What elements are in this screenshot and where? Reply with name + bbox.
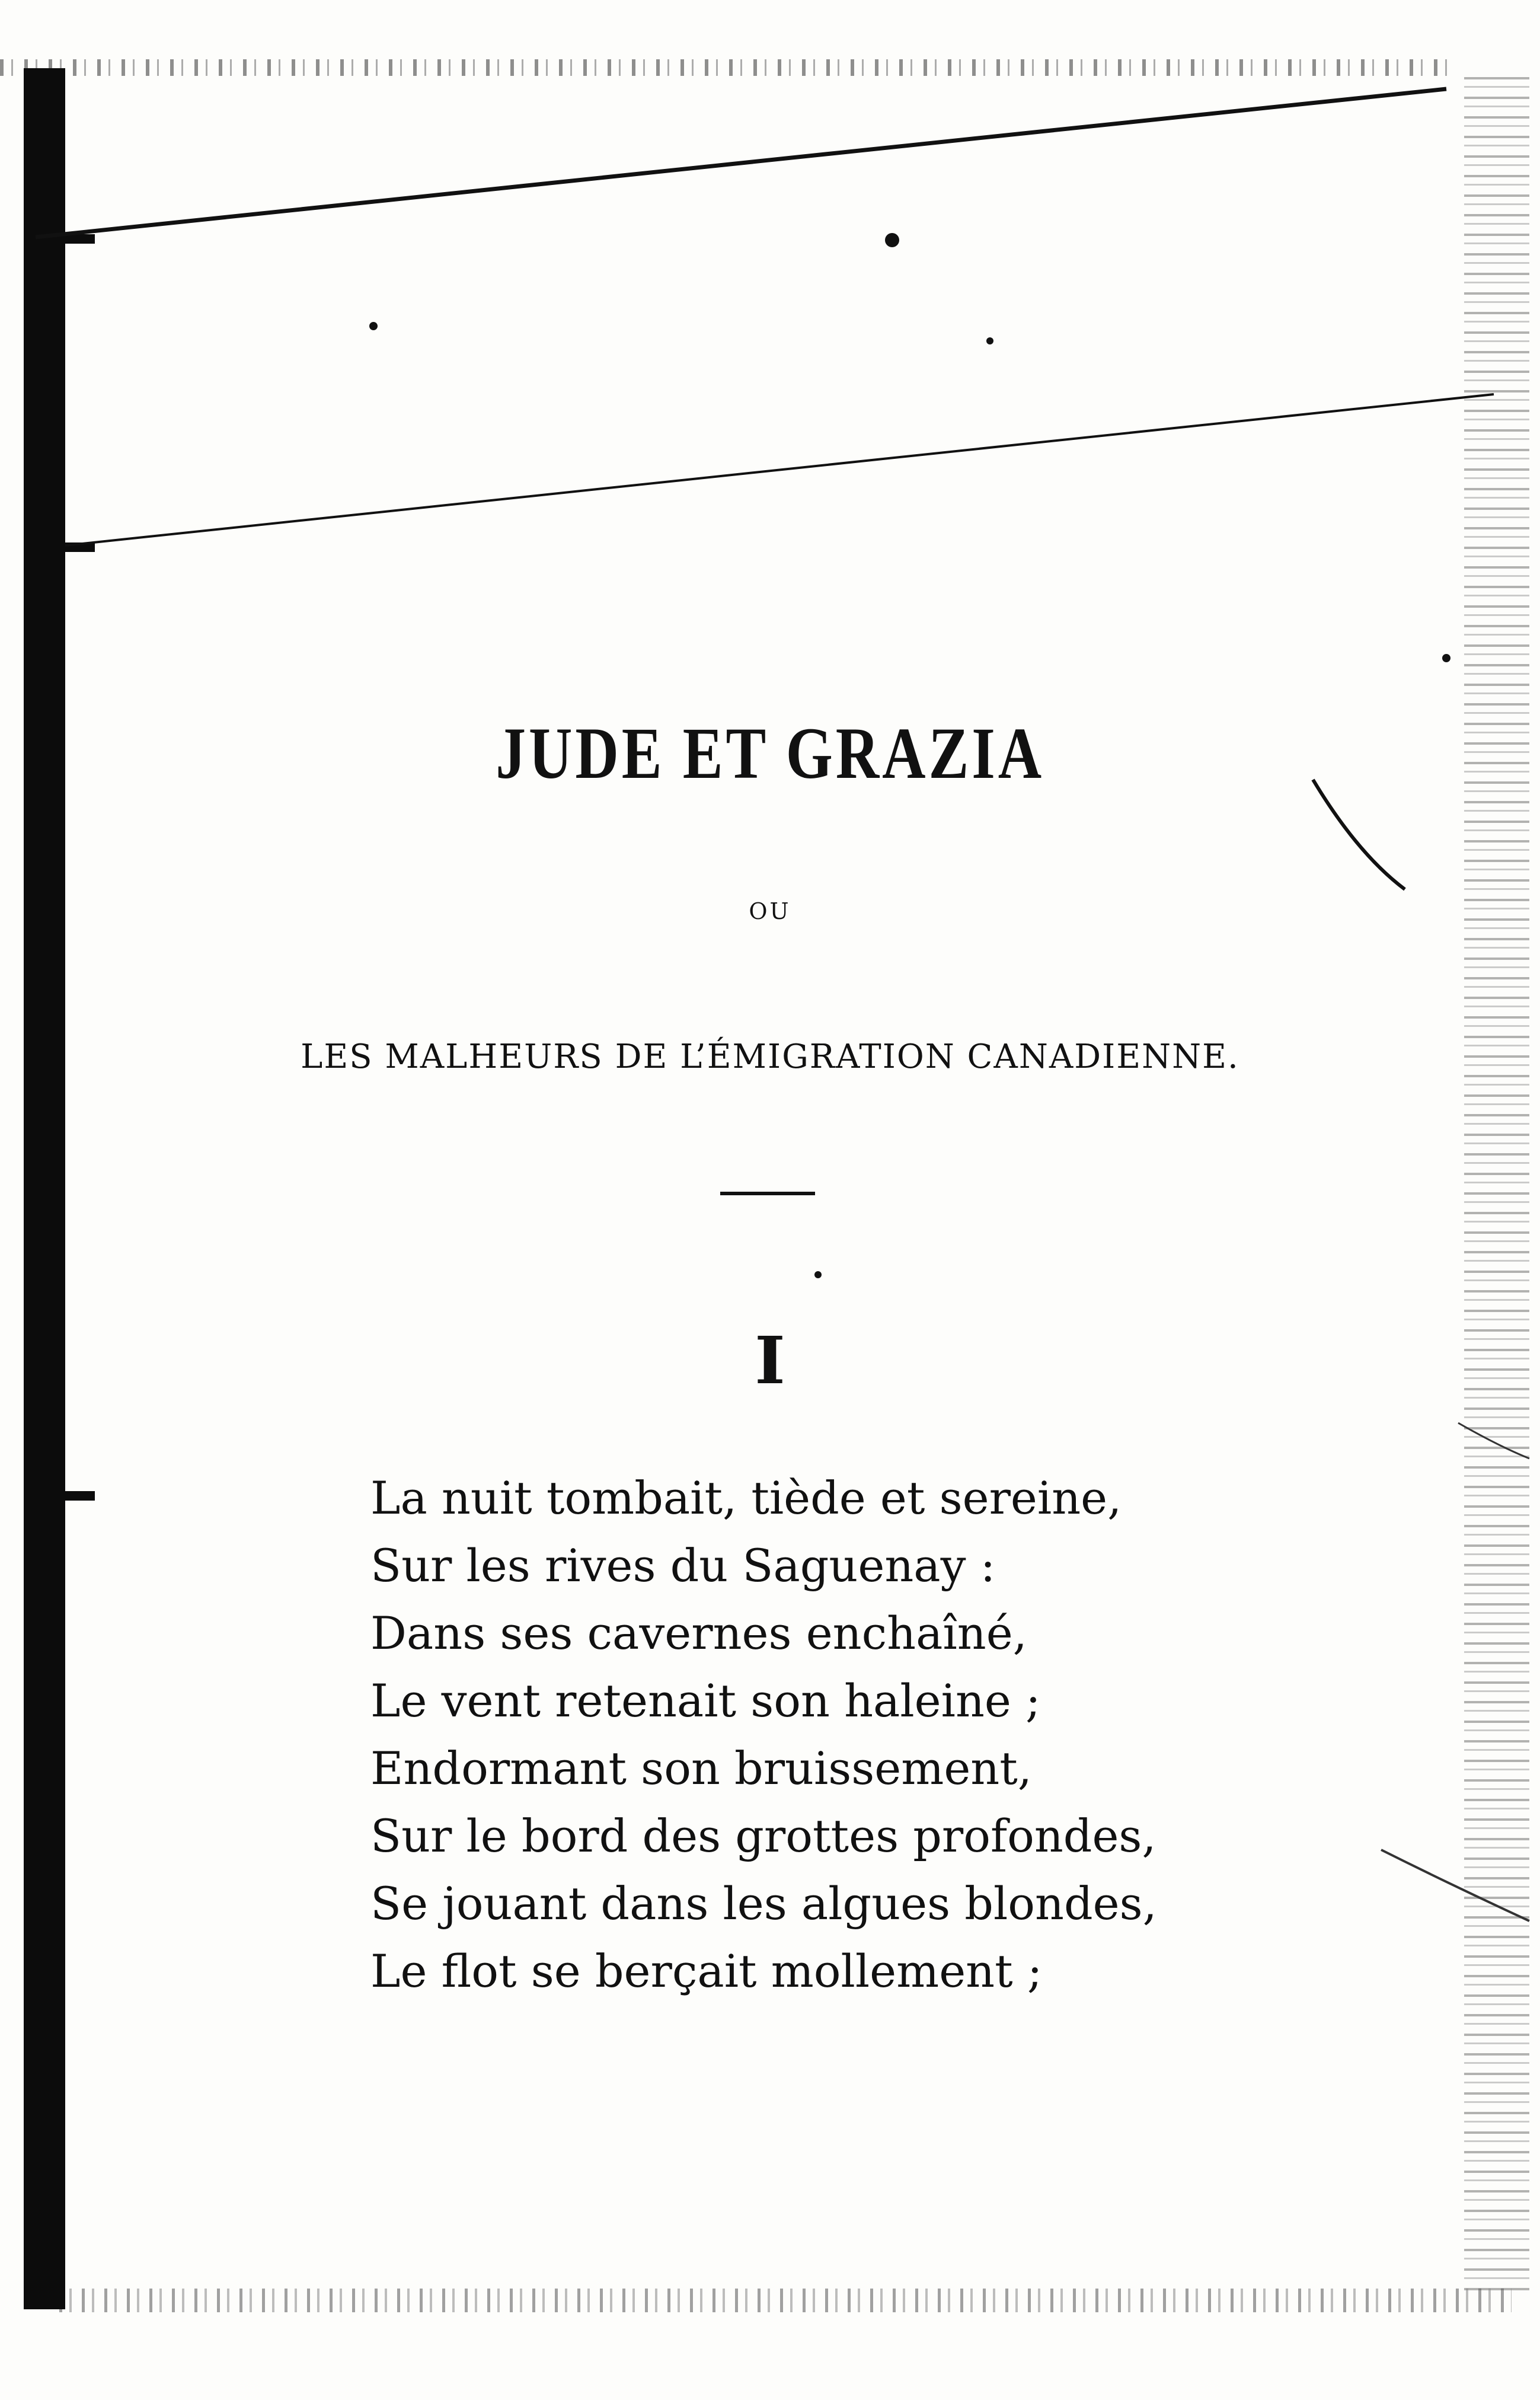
pencil-line [36,89,1446,237]
verse-line: Sur les rives du Saguenay : [370,1539,996,1592]
ink-spot [369,322,378,330]
ink-spot [986,337,993,344]
ink-spot [814,1271,822,1278]
verse-line: Endormant son bruissement, [370,1742,1032,1795]
section-divider [720,1192,815,1195]
ink-spot [1442,654,1450,662]
book-title: JUDE ET GRAZIA [496,713,1045,794]
pencil-stroke [1381,1850,1529,1921]
pencil-line [65,394,1494,545]
verse-line: Sur le bord des grottes profondes, [370,1809,1156,1862]
verse-line: Le flot se berçait mollement ; [370,1945,1043,1997]
verse-line: La nuit tombait, tiède et sereine, [370,1472,1122,1524]
book-subtitle: LES MALHEURS DE L’ÉMIGRATION CANADIENNE. [301,1038,1239,1076]
verse-line: Le vent retenait son haleine ; [370,1674,1041,1727]
pencil-stroke [1313,780,1405,889]
title-connector: OU [749,898,791,924]
pencil-stroke [1458,1423,1529,1458]
verse-stanza [370,1464,1157,2005]
verse-line: Dans ses cavernes enchaîné, [370,1607,1027,1659]
ink-spot [885,233,899,247]
section-numeral: I [755,1322,785,1399]
verse-line: Se jouant dans les algues blondes, [370,1877,1157,1930]
